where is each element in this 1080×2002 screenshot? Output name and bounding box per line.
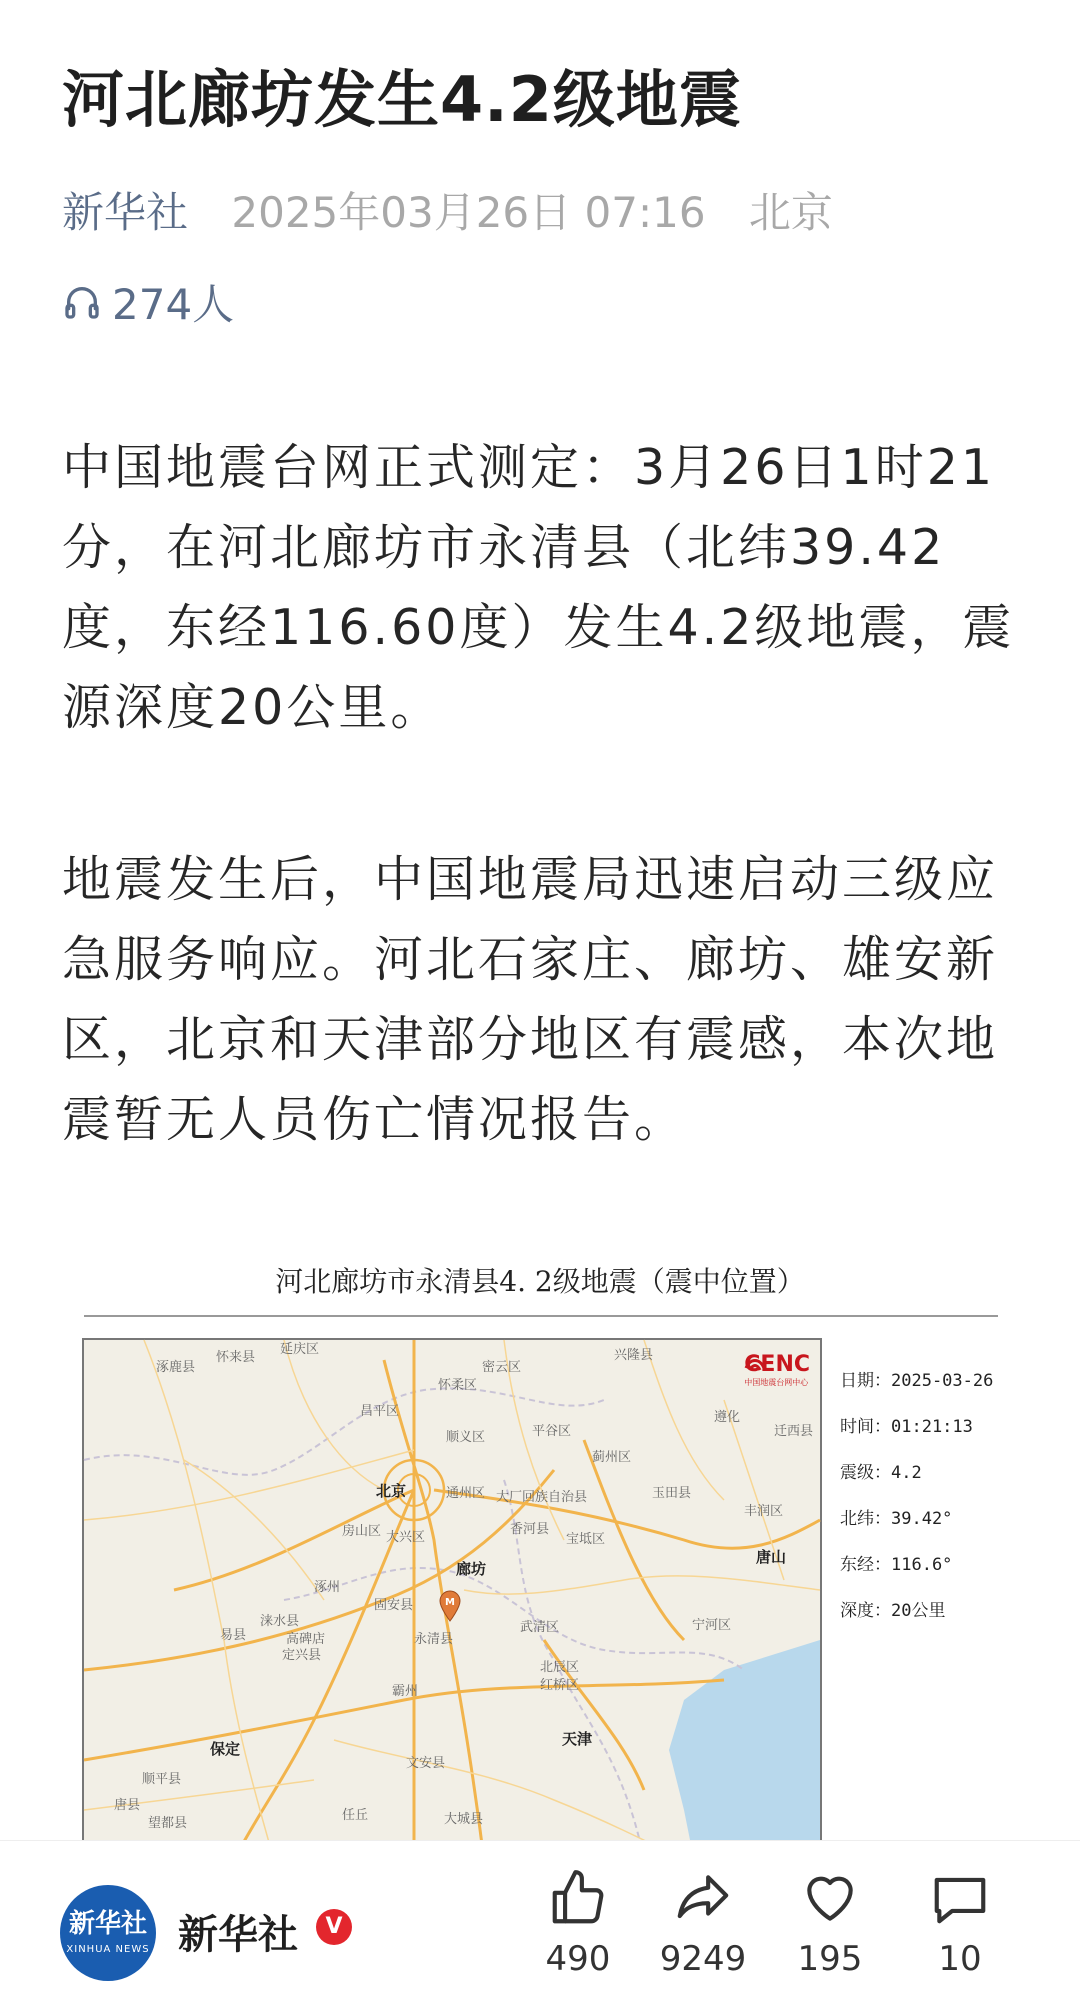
map-label-yixian: 易县 (220, 1628, 247, 1643)
thumbs-up-icon (547, 1867, 609, 1929)
map-label-jizhou: 蓟州区 (592, 1450, 632, 1465)
publisher-name[interactable]: 新华社 (178, 1912, 298, 1958)
map-label-xianghe: 香河县 (510, 1522, 550, 1537)
map-title-rule (84, 1315, 998, 1317)
map-label-daicheng: 大城县 (444, 1812, 484, 1827)
like-count: 490 (545, 1939, 611, 1979)
map-label-tangxian: 唐县 (114, 1798, 141, 1813)
publish-location: 北京 (748, 188, 833, 237)
cenc-logo-sub: 中国地震台网中心 (744, 1378, 809, 1387)
avatar-subtext: XINHUA NEWS (66, 1944, 150, 1955)
map-label-dachang: 大厂回族自治县 (496, 1490, 588, 1505)
info-depth: 深度：20公里 (840, 1601, 946, 1621)
map-label-wangdu: 望都县 (148, 1816, 188, 1831)
map-label-gaobeidian: 高碑店 (286, 1632, 326, 1647)
bottom-action-bar (0, 1840, 1080, 2002)
cenc-emblem-icon (744, 1352, 766, 1374)
paragraph-2: 地震发生后，中国地震局迅速启动三级应急服务响应。河北石家庄、廊坊、雄安新区，北京和天津部分地区有震感，本次地震暂无人员伤亡情况报告。 (62, 851, 999, 1148)
map-label-hongqiao: 红桥区 (540, 1678, 580, 1693)
publish-date: 2025年03月26日 07:16 (231, 188, 706, 237)
info-magnitude: 震级：4.2 (840, 1463, 922, 1483)
info-date: 日期：2025-03-26 (840, 1371, 994, 1391)
epicenter-marker-icon (438, 1590, 462, 1622)
map-label-wenan: 文安县 (406, 1756, 446, 1771)
map-label-xinglong: 兴隆县 (614, 1348, 654, 1363)
map-label-fengrun: 丰润区 (744, 1504, 784, 1519)
map-label-bazhou: 霸州 (392, 1684, 419, 1699)
map-label-dingxing: 定兴县 (282, 1648, 322, 1663)
map-label-shunyi: 顺义区 (446, 1430, 486, 1445)
map-label-pinggu: 平谷区 (532, 1424, 572, 1439)
cenc-logo (744, 1352, 810, 1388)
map-label-tianjin: 天津 (562, 1730, 593, 1748)
verified-badge: V (316, 1909, 352, 1945)
map-label-baodi: 宝坻区 (566, 1532, 606, 1547)
comment-button[interactable] (900, 1867, 1020, 1979)
listener-count: 274人 (112, 280, 235, 329)
map-label-ninghe: 宁河区 (692, 1618, 732, 1633)
paragraph-1: 中国地震台网正式测定：3月26日1时21分，在河北廊坊市永清县（北纬39.42度，东经116.60度）发生4.2级地震，震源深度20公里。 (62, 439, 1015, 736)
map-label-changping: 昌平区 (360, 1404, 400, 1419)
favorite-button[interactable] (770, 1867, 890, 1979)
map-label-yanqing: 延庆区 (280, 1342, 320, 1357)
publisher-avatar[interactable] (60, 1885, 156, 1981)
map-label-laishui: 涞水县 (260, 1614, 300, 1629)
favorite-count: 195 (797, 1939, 863, 1979)
quake-info-panel (840, 1358, 993, 1634)
map-title: 河北廊坊市永清县4. 2级地震（震中位置） (275, 1265, 805, 1298)
like-button[interactable] (518, 1867, 638, 1979)
map-label-renqiu: 任丘 (342, 1808, 369, 1823)
map-label-tangshan: 唐山 (756, 1548, 787, 1566)
map-label-baoding: 保定 (210, 1740, 241, 1758)
share-count: 9249 (659, 1939, 747, 1979)
article-title: 河北廊坊发生4.2级地震 (62, 63, 742, 136)
heart-icon (799, 1867, 861, 1929)
map-label-guan: 固安县 (374, 1598, 414, 1613)
map-label-shunping: 顺平县 (142, 1772, 182, 1787)
listen-button[interactable] (62, 272, 234, 332)
article-meta (62, 180, 833, 240)
map-label-zhuozhou: 涿州 (314, 1580, 341, 1595)
map-label-fangshan: 房山区 (342, 1524, 382, 1539)
map-label-tongzhou: 通州区 (446, 1486, 486, 1501)
map-label-yutian: 玉田县 (652, 1486, 692, 1501)
headphones-icon (62, 282, 102, 322)
map-label-beijing: 北京 (376, 1482, 407, 1500)
cenc-logo-text: CENC (744, 1352, 810, 1377)
comment-bubble-icon (929, 1867, 991, 1929)
map-label-miyun: 密云区 (482, 1360, 522, 1375)
epicenter-map-figure[interactable] (0, 1250, 1080, 1840)
map-label-zunhua: 遵化 (714, 1410, 741, 1425)
map-label-zhuolu: 涿鹿县 (156, 1360, 196, 1375)
epicenter-marker-label: M (445, 1597, 455, 1608)
map-label-qianxi: 迁西县 (774, 1424, 814, 1439)
map-image[interactable] (82, 1338, 822, 1862)
info-longitude: 东经：116.6° (840, 1555, 953, 1575)
map-label-wuqing: 武清区 (520, 1620, 560, 1635)
map-label-huairou: 怀柔区 (438, 1378, 478, 1393)
map-label-huailai: 怀来县 (216, 1350, 256, 1365)
info-latitude: 北纬：39.42° (840, 1509, 953, 1529)
share-arrow-icon (672, 1867, 734, 1929)
map-label-beichen: 北辰区 (540, 1660, 580, 1675)
avatar-text: 新华社 (68, 1909, 147, 1939)
map-label-daxing: 大兴区 (386, 1530, 426, 1545)
share-button[interactable] (643, 1867, 763, 1979)
source-link[interactable]: 新华社 (62, 188, 189, 237)
map-label-yongqing: 永清县 (414, 1632, 454, 1647)
info-time: 时间：01:21:13 (840, 1417, 973, 1437)
map-label-langfang: 廊坊 (456, 1560, 487, 1578)
comment-count: 10 (938, 1939, 982, 1979)
